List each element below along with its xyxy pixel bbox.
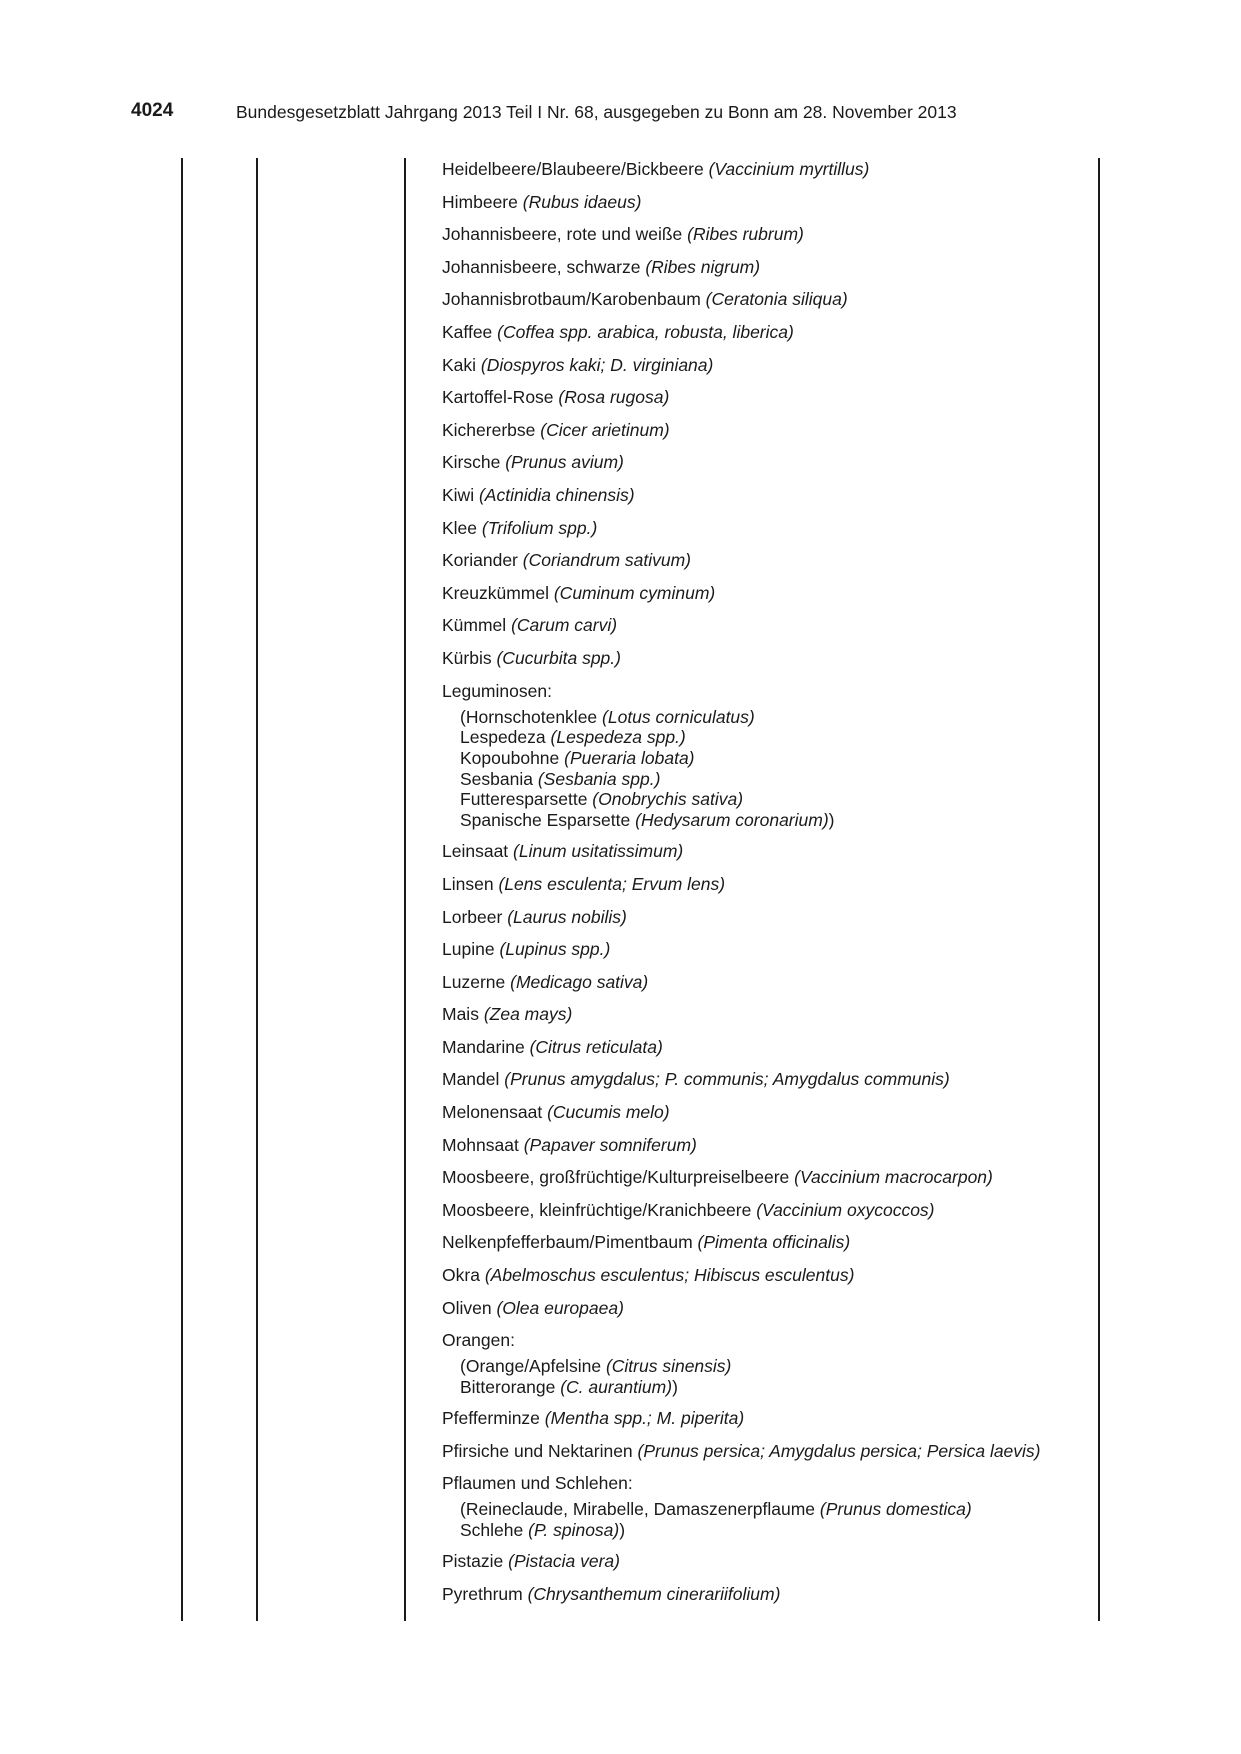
list-item (442, 1264, 1102, 1287)
common-name: Schlehe (460, 1520, 524, 1541)
scientific-name: (Sesbania spp.) (537, 768, 661, 789)
common-name: Moosbeere, großfrüchtige/Kulturpreiselbeere (442, 1167, 790, 1188)
scientific-name: (Vaccinium macrocarpon) (794, 1167, 993, 1188)
list-item (442, 288, 1102, 311)
common-name: Futteresparsette (460, 789, 588, 810)
sub-list-item (460, 1499, 1102, 1520)
list-item (442, 614, 1102, 637)
sub-list (442, 1356, 1102, 1397)
list-item (442, 1166, 1102, 1189)
common-name: Klee (442, 517, 478, 538)
list-item (442, 256, 1102, 279)
column-rule-3 (404, 158, 406, 1621)
common-name: Pflaumen und Schlehen: (442, 1473, 633, 1494)
list-item (442, 1407, 1102, 1430)
list-item (442, 419, 1102, 442)
list-item (442, 321, 1102, 344)
common-name: Johannisbeere, schwarze (442, 256, 641, 277)
common-name: Lorbeer (442, 906, 503, 927)
sub-list-item (460, 748, 1102, 769)
common-name: Orangen: (442, 1330, 515, 1351)
common-name: Kichererbse (442, 419, 536, 440)
common-name: Pfirsiche und Nektarinen (442, 1440, 633, 1461)
list-item (442, 484, 1102, 507)
running-head: Bundesgesetzblatt Jahrgang 2013 Teil I Nr. 68, ausgegeben zu Bonn am 28. November 2013 (236, 102, 957, 122)
bracket-open: ( (460, 1356, 466, 1377)
common-name: Kirsche (442, 452, 501, 473)
common-name: Himbeere (442, 191, 518, 212)
scientific-name: (Cucumis melo) (547, 1102, 670, 1123)
list-item (442, 1550, 1102, 1573)
scientific-name: (Abelmoschus esculentus; Hibiscus esculentus) (484, 1265, 855, 1286)
scientific-name: (Coriandrum sativum) (522, 550, 691, 571)
list-item (442, 938, 1102, 961)
sub-list-item (460, 727, 1102, 748)
sub-list-item (460, 1356, 1102, 1377)
list-item (442, 549, 1102, 572)
sub-list (442, 707, 1102, 831)
scientific-name: (Linum usitatissimum) (513, 841, 684, 862)
common-name: Kopoubohne (460, 747, 560, 768)
bracket-close: ) (619, 1520, 626, 1541)
scientific-name: (Chrysanthemum cinerariifolium) (527, 1584, 781, 1604)
list-item (442, 582, 1102, 605)
sub-list-item (460, 769, 1102, 790)
common-name: Mohnsaat (442, 1134, 519, 1155)
common-name: Oliven (442, 1297, 492, 1318)
scientific-name: (Prunus persica; Amygdalus persica; Persica laevis) (637, 1440, 1041, 1461)
list-item (442, 1583, 1102, 1606)
scientific-name: (Hedysarum coronarium) (635, 810, 829, 831)
scientific-name: (Onobrychis sativa) (592, 789, 744, 810)
scientific-name: (Olea europaea) (496, 1297, 624, 1318)
column-rule-2 (256, 158, 258, 1621)
list-item (442, 1068, 1102, 1091)
list-item (442, 354, 1102, 377)
list-item (442, 1472, 1102, 1540)
scientific-name: (Ribes rubrum) (687, 224, 804, 245)
common-name: Spanische Esparsette (460, 810, 631, 831)
list-item (442, 386, 1102, 409)
sub-list (442, 1499, 1102, 1540)
scientific-name: (Medicago sativa) (510, 971, 649, 992)
common-name: Luzerne (442, 971, 506, 992)
bracket-open: ( (460, 1499, 466, 1520)
common-name: Okra (442, 1265, 480, 1286)
crop-list (442, 158, 1102, 1616)
common-name: Hornschotenklee (465, 706, 598, 727)
scientific-name: (Diospyros kaki; D. virginiana) (480, 354, 714, 375)
common-name: Kümmel (442, 615, 507, 636)
bracket-close: ) (672, 1376, 678, 1397)
list-item (442, 517, 1102, 540)
common-name: Pistazie (442, 1551, 504, 1572)
list-item (442, 451, 1102, 474)
scientific-name: (Papaver somniferum) (523, 1134, 697, 1155)
scientific-name: (Prunus domestica) (819, 1499, 972, 1520)
scientific-name: (Rosa rugosa) (558, 387, 670, 408)
scientific-name: (Citrus reticulata) (529, 1036, 663, 1057)
list-item (442, 680, 1102, 831)
common-name: Koriander (442, 550, 518, 571)
list-item (442, 1329, 1102, 1397)
common-name: Johannisbrotbaum/Karobenbaum (442, 289, 701, 310)
common-name: Leguminosen: (442, 680, 552, 701)
scientific-name: (Prunus amygdalus; P. communis; Amygdalus communis) (504, 1069, 950, 1090)
common-name: Bitterorange (460, 1376, 556, 1397)
scientific-name: (Zea mays) (483, 1004, 573, 1025)
scientific-name: (Ceratonia siliqua) (705, 289, 848, 310)
bracket-close: ) (828, 810, 835, 831)
list-item (442, 223, 1102, 246)
scientific-name: (C. aurantium) (560, 1376, 673, 1397)
scientific-name: (Coffea spp. arabica, robusta, liberica) (497, 321, 794, 342)
common-name: Lupine (442, 939, 495, 960)
list-item (442, 158, 1102, 181)
scientific-name: (Ribes nigrum) (645, 256, 761, 277)
scientific-name: (Citrus sinensis) (605, 1356, 732, 1377)
bracket-open: ( (460, 706, 466, 727)
common-name: Kaffee (442, 321, 493, 342)
list-item (442, 873, 1102, 896)
scientific-name: (Trifolium spp.) (481, 517, 598, 538)
list-item (442, 1199, 1102, 1222)
list-item (442, 1231, 1102, 1254)
list-item (442, 1036, 1102, 1059)
common-name: Lespedeza (460, 727, 546, 748)
list-item (442, 1134, 1102, 1157)
scientific-name: (Prunus avium) (505, 452, 624, 473)
scientific-name: (P. spinosa) (528, 1520, 620, 1541)
common-name: Johannisbeere, rote und weiße (442, 224, 683, 245)
scientific-name: (Rubus idaeus) (522, 191, 642, 212)
common-name: Kartoffel-Rose (442, 387, 554, 408)
scientific-name: (Pueraria lobata) (564, 747, 695, 768)
scientific-name: (Vaccinium myrtillus) (708, 159, 870, 179)
common-name: Pyrethrum (442, 1584, 523, 1604)
list-item (442, 1101, 1102, 1124)
common-name: Mais (442, 1004, 479, 1025)
common-name: Heidelbeere/Blaubeere/Bickbeere (442, 159, 704, 179)
scientific-name: (Vaccinium oxycoccos) (756, 1199, 935, 1220)
list-item (442, 647, 1102, 670)
list-item (442, 971, 1102, 994)
common-name: Mandarine (442, 1036, 525, 1057)
scientific-name: (Pistacia vera) (508, 1551, 620, 1572)
common-name: Reineclaude, Mirabelle, Damaszenerpflaume (465, 1499, 816, 1520)
sub-list-item (460, 1377, 1102, 1398)
sub-list-item (460, 810, 1102, 831)
scientific-name: (Cucurbita spp.) (496, 647, 621, 668)
list-item (442, 1297, 1102, 1320)
sub-list-item (460, 789, 1102, 810)
common-name: Leinsaat (442, 841, 509, 862)
common-name: Moosbeere, kleinfrüchtige/Kranichbeere (442, 1199, 752, 1220)
column-rule-1 (181, 158, 183, 1621)
scientific-name: (Cuminum cyminum) (553, 582, 716, 603)
common-name: Kürbis (442, 647, 492, 668)
list-item (442, 1003, 1102, 1026)
scientific-name: (Cicer arietinum) (540, 419, 670, 440)
common-name: Sesbania (460, 768, 533, 789)
list-item (442, 906, 1102, 929)
scientific-name: (Laurus nobilis) (507, 906, 627, 927)
scientific-name: (Mentha spp.; M. piperita) (544, 1408, 745, 1429)
common-name: Kreuzkümmel (442, 582, 549, 603)
list-item (442, 840, 1102, 863)
common-name: Orange/Apfelsine (465, 1356, 602, 1377)
sub-list-item (460, 1520, 1102, 1541)
scientific-name: (Lespedeza spp.) (550, 727, 686, 748)
common-name: Pfefferminze (442, 1408, 540, 1429)
common-name: Linsen (442, 873, 494, 894)
page-number: 4024 (131, 100, 174, 121)
common-name: Mandel (442, 1069, 500, 1090)
common-name: Kiwi (442, 484, 475, 505)
scientific-name: (Lupinus spp.) (499, 939, 611, 960)
common-name: Melonensaat (442, 1102, 543, 1123)
sub-list-item (460, 707, 1102, 728)
common-name: Nelkenpfefferbaum/Pimentbaum (442, 1232, 693, 1253)
scientific-name: (Carum carvi) (511, 615, 618, 636)
scientific-name: (Lens esculenta; Ervum lens) (498, 873, 726, 894)
common-name: Kaki (442, 354, 477, 375)
scientific-name: (Pimenta officinalis) (697, 1232, 851, 1253)
list-item (442, 1440, 1102, 1463)
list-item (442, 191, 1102, 214)
scientific-name: (Lotus corniculatus) (602, 706, 755, 727)
scientific-name: (Actinidia chinensis) (478, 484, 635, 505)
